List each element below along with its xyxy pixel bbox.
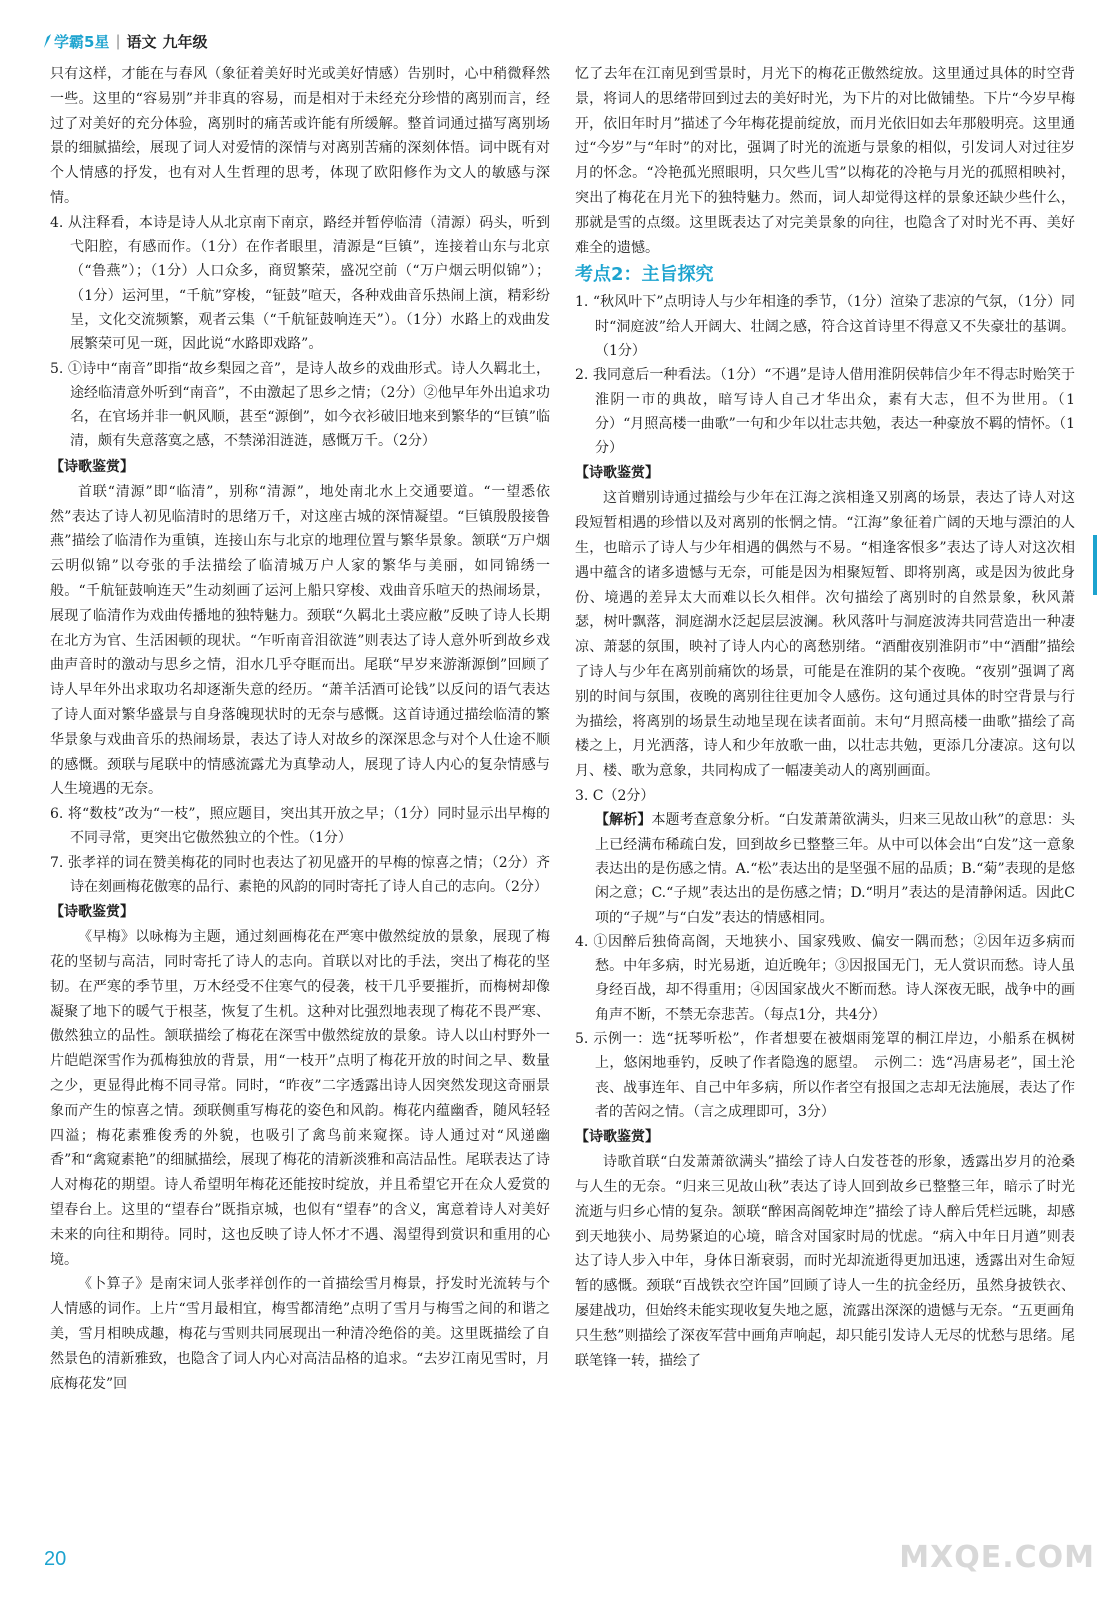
answer-item: 2. 我同意后一种看法。（1分）“不遇”是诗人借用淮阴侯韩信少年不得志时贻笑于淮阴一市的典故，暗写诗人自己才华出众，素有大志，但不为世用。（1分）“月照高楼一曲歌”一句和少年以壮志共勉，表达一种豪放不羁的情怀。（1分） [575,367,1075,457]
answer-item: 4. 从注释看，本诗是诗人从北京南下南京，路经并暂停临清（清源）码头，听到弋阳腔，有感而作。（1分）在作者眼里，清源是“巨镇”，连接着山东与北京（“鲁燕”）；（1分）人口众多，商贸繁荣，盛况空前（“万户烟云明似锦”）；（1分）运河里，“千航”穿梭，“钲鼓”喧天，各种戏曲音乐热闹上演，精彩纷呈，文化交流频繁，观者云集（“千航钲鼓响连天”）。（1分）水路上的戏曲发展繁荣可见一斑，因此说“水路即戏路”。 [50,214,550,353]
appreciation-heading: 【诗歌鉴赏】 [50,458,134,475]
appreciation-paragraph: 《卜算子》是南宋词人张孝祥创作的一首描绘雪月梅景，抒发时光流转与个人情感的词作。上片“雪月最相宜，梅雪都清绝”点明了雪月与梅雪之间的和谐之美，雪月相映成趣，梅花与雪则共同展现出一种清冷绝俗的美。这里既描绘了自然景色的清新雅致，也隐含了词人内心对高洁品格的追求。“去岁江南见雪时，月底梅花发”回 [50,1276,550,1392]
text-paragraph: 忆了去年在江南见到雪景时，月光下的梅花正傲然绽放。这里通过具体的时空背景，将词人的思绪带回到过去的美好时光，为下片的对比做铺垫。下片“今岁早梅开，依旧年时月”描述了今年梅花提前绽放，而月光依旧如去年那般明亮。这里通过“今岁”与“年时”的对比，强调了时光的流逝与景象的相似，引发词人对过往岁月的怀念。“冷艳孤光照眼明，只欠些儿雪”以梅花的冷艳与月光的孤照相映衬，突出了梅花在月光下的独特魅力。然而，词人却觉得这样的景象还缺少些什么，那就是雪的点缀。这里既表达了对完美景象的向往，也隐含了对时光不再、美好难全的遗憾。 [575,66,1075,256]
answer-item: 5. 示例一：选“抚琴听松”，作者想要在被烟雨笼罩的桐江岸边，小船系在枫树上，悠闲地垂钓，反映了作者隐逸的愿望。 示例二：选“冯唐易老”，国土沦丧、战事连年、自己中年多病，所以作者空有报国之志却无法施展，表达了作者的苦闷之情。（言之成理即可，3分） [575,1030,1075,1120]
watermark-text: MXQE.COM [899,1540,1095,1575]
answer-item: 4. ①因醉后独倚高阁，天地狭小、国家残败、偏安一隅而愁；②因年迈多病而愁。中年多病，时光易逝，迫近晚年；③因报国无门，无人赏识而愁。诗人虽身经百战，却不得重用；④因国家战火不断而愁。诗人深夜无眠，战争中的画角声不断，不禁无奈悲苦。（每点1分，共4分） [575,933,1075,1023]
right-column [575,62,1075,1373]
analysis-paragraph [575,808,1075,929]
appreciation-heading: 【诗歌鉴赏】 [575,465,659,482]
brand-name: 学霸5星 [54,32,110,51]
brand-mark-icon [42,33,52,49]
appreciation-paragraph: 诗歌首联“白发萧萧欲满头”描绘了诗人白发苍苍的形象，透露出岁月的沧桑与人生的无奈。“归来三见故山秋”表达了诗人回到故乡已整整三年，暗示了时光流逝与归乡心情的复杂。颔联“醉困高阁乾坤迮”描绘了诗人醉后凭栏远眺，却感到天地狭小、局势紧迫的心境，暗含对国家时局的忧虑。“病入中年日月遒”则表达了诗人步入中年，身体日渐衰弱，而时光却流逝得更加迅速，透露出对生命短暂的感慨。颈联“百战铁衣空许国”回顾了诗人一生的抗金经历，虽然身披铁衣、屡建战功，但始终未能实现收复失地之愿，流露出深深的遗憾与无奈。“五更画角只生愁”则描绘了深夜军营中画角声响起，却只能引发诗人无尽的忧愁与思绪。尾联笔锋一转，描绘了 [575,1154,1075,1369]
appreciation-paragraph: 这首赠别诗通过描绘与少年在江海之滨相逢又别离的场景，表达了诗人对这段短暂相遇的珍惜以及对离别的怅惘之情。“江海”象征着广阔的天地与漂泊的人生，也暗示了诗人与少年相遇的偶然与不易。“相逢客恨多”表达了诗人对这次相遇中蕴含的诸多遗憾与无奈，可能是因为相聚短暂、即将别离，或是因为彼此身份、境遇的差异太大而难以长久相伴。次句描绘了离别时的自然景象，秋风萧瑟，树叶飘落，洞庭湖水泛起层层波澜。秋风落叶与洞庭波涛共同营造出一种凄凉、萧瑟的氛围，映衬了诗人内心的离愁别绪。“酒酣夜别淮阴市”中“酒酣”描绘了诗人与少年在离别前痛饮的场景，可能是在淮阴的某个夜晚。“夜别”强调了离别的时间与氛围，夜晚的离别往往更加令人感伤。这句通过具体的时空背景与行为描绘，将离别的场景生动地呈现在读者面前。末句“月照高楼一曲歌”描绘了高楼之上，月光洒落，诗人和少年放歌一曲，以壮志共勉，更添几分凄凉。这句以月、楼、歌为意象，共同构成了一幅凄美动人的离别画面。 [575,490,1075,780]
left-column [50,62,550,1396]
answer-item: 6. 将“数枝”改为“一枝”，照应题目，突出其开放之早；（1分）同时显示出早梅的不同寻常，更突出它傲然独立的个性。（1分） [50,806,550,847]
answer-item: 1. “秋风叶下”点明诗人与少年相逢的季节，（1分）渲染了悲凉的气氛，（1分）同时“洞庭波”给人开阔大、壮阔之感，符合这首诗里不得意又不失豪壮的基调。（1分） [575,294,1075,359]
subject-label: 语文 [126,32,157,51]
side-accent-bar [1093,535,1097,595]
appreciation-paragraph: 《早梅》以咏梅为主题，通过刻画梅花在严寒中傲然绽放的景象，展现了梅花的坚韧与高洁，同时寄托了诗人的志向。首联以对比的手法，突出了梅花的坚韧。在严寒的季节里，万木经受不住寒气的侵袭，枝干几乎要摧折，而梅树却像凝聚了地下的暖气于根茎，恢复了生机。这种对比强烈地表现了梅花不畏严寒、傲然独立的品性。颔联描绘了梅花在深雪中傲然绽放的景象。诗人以山村野外一片皑皑深雪作为孤梅独放的背景，用“一枝开”点明了梅花开放的时间之早、数量之少，更显得此梅不同寻常。同时，“昨夜”二字透露出诗人因突然发现这奇丽景象而产生的惊喜之情。颈联侧重写梅花的姿色和风韵。梅花内蕴幽香，随风轻轻四溢；梅花素雅俊秀的外貌，也吸引了禽鸟前来窥探。诗人通过对“风递幽香”和“禽窥素艳”的细腻描绘，展现了梅花的清新淡雅和高洁品性。尾联表达了诗人对梅花的期望。诗人希望明年梅花还能按时绽放，并且希望它开在众人爱赏的望春台上。这里的“望春台”既指京城，也似有“望春”的含义，寓意着诗人对美好未来的向往和期待。同时，这也反映了诗人怀才不遇、渴望得到赏识和重用的心境。 [50,929,550,1268]
analysis-text: 本题考查意象分析。“白发萧萧欲满头，归来三见故山秋”的意思：头上已经满布稀疏白发，回到故乡已整整三年。从中可以体会出“白发”这一意象表达出的是伤感之情。A.“松”表达出的是坚强不屈的品质；B.“菊”表现的是悠闲之意；C.“子规”表达出的是伤感之情；D.“明月”表达的是清静闲适。因此C项的“子规”与“白发”表达的情感相同。 [595,812,1075,926]
answer-item: 5. ①诗中“南音”即指“故乡梨园之音”，是诗人故乡的戏曲形式。诗人久羁北土，途经临清意外听到“南音”，不由激起了思乡之情；（2分）②他早年外出追求功名，在官场并非一帆风顺，甚至“源倒”，如今衣衫破旧地来到繁华的“巨镇”临清，颇有失意落寞之感，不禁涕泪涟涟，感慨万千。（2分） [50,360,550,450]
section-heading: 考点2：主旨探究 [575,264,714,286]
text-paragraph: 只有这样，才能在与春风（象征着美好时光或美好情感）告别时，心中稍微释然一些。这里的“容易别”并非真的容易，而是相对于未经充分珍惜的离别而言，经过了对美好的充分体验，离别时的痛苦或许能有所缓解。整首词通过描写离别场景的细腻描绘，展现了词人对爱情的深情与对离别苦痛的深刻体悟。词中既有对个人情感的抒发，也有对人生哲理的思考，体现了欧阳修作为文人的敏感与深情。 [50,66,550,206]
analysis-label: 【解析】 [595,812,652,829]
appreciation-paragraph: 首联“清源”即“临清”，别称“清源”，地处南北水上交通要道。“一望悉依然”表达了诗人初见临清时的思绪万千，对这座古城的深情凝望。“巨镇殷殷接鲁燕”描绘了临清作为重镇，连接山东与北京的地理位置与繁华景象。颔联“万户烟云明似锦”以夸张的手法描绘了临清城万户人家的繁华与美丽，如同锦绣一般。“千航钲鼓响连天”生动刻画了运河上船只穿梭、戏曲音乐喧天的热闹场景，展现了临清作为戏曲传播地的独特魅力。颈联“久羁北土裘应敝”反映了诗人长期在北方为官、生活困顿的现状。“乍听南音泪欲涟”则表达了诗人意外听到故乡戏曲声音时的激动与思乡之情，泪水几乎夺眶而出。尾联“早岁来游渐源倒”回顾了诗人早年外出求取功名却逐渐失意的经历。“萧羊活酒可论钱”以反问的语气表达了诗人面对繁华盛景与自身落魄现状时的无奈与感慨。这首诗通过描绘临清的繁华景象与戏曲音乐的热闹场景，表达了诗人对故乡的深深思念与对个人仕途不顺的感慨。颈联与尾联中的情感流露尤为真挚动人，展现了诗人内心的复杂情感与人生境遇的无奈。 [50,483,550,798]
appreciation-heading: 【诗歌鉴赏】 [575,1129,659,1146]
grade-label: 九年级 [162,32,208,51]
page-header [42,30,208,52]
page-number: 20 [44,1548,67,1570]
answer-item: 7. 张孝祥的词在赞美梅花的同时也表达了初见盛开的早梅的惊喜之情；（2分）齐诗在刻画梅花傲寒的品行、素艳的风韵的同时寄托了诗人自己的志向。（2分） [50,854,550,895]
appreciation-heading: 【诗歌鉴赏】 [50,904,134,921]
answer-item: 3. C（2分） [575,788,655,805]
brand-logo [42,31,109,52]
header-separator: | [115,32,121,50]
